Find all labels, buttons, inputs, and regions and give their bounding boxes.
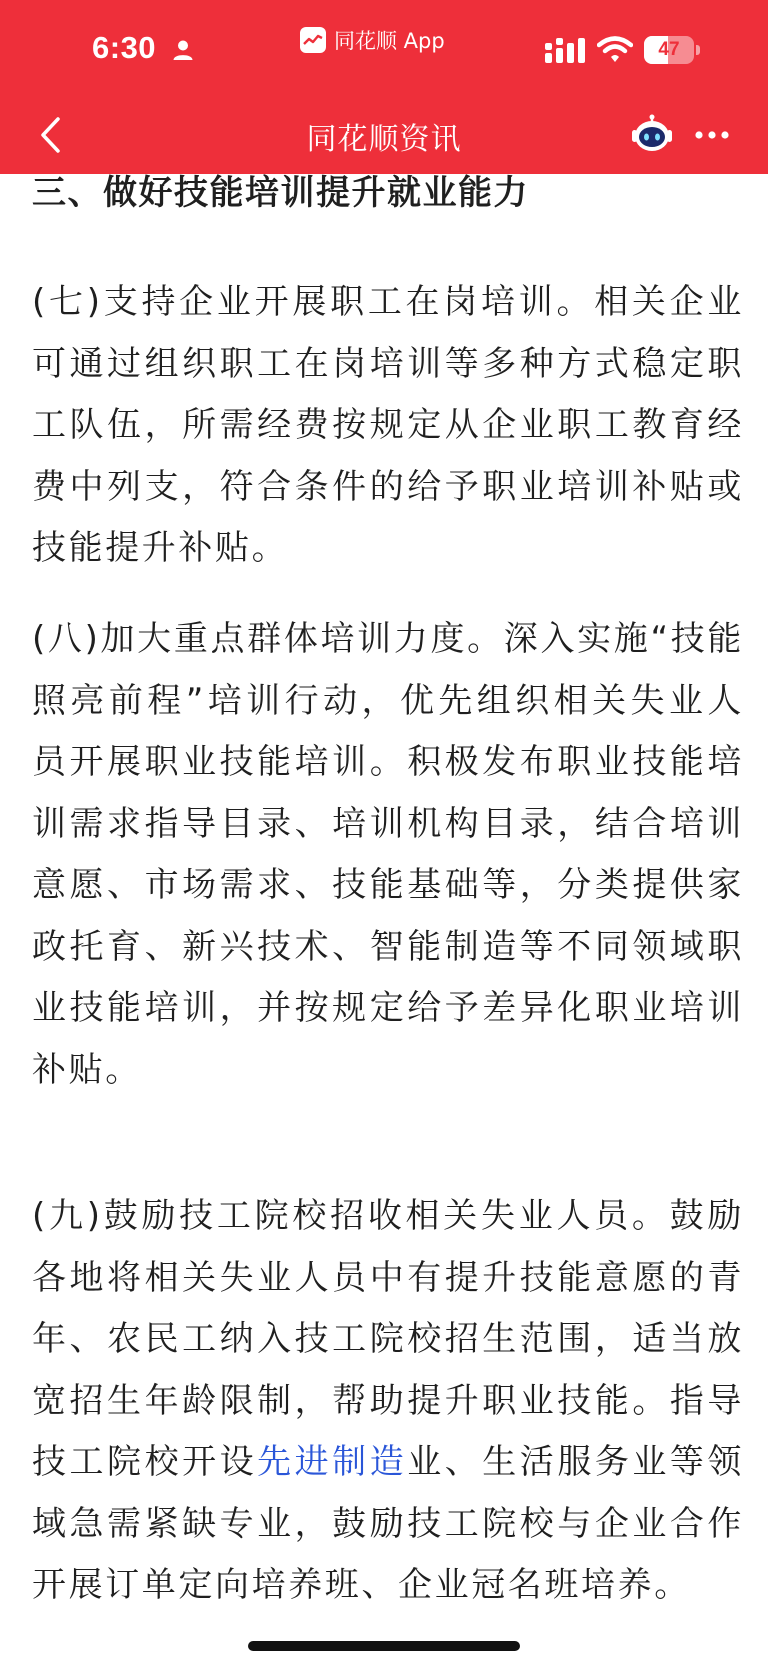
battery-level-text: 47 [658,39,680,60]
status-time: 6:30 [92,30,157,65]
app-logo-icon [300,27,326,53]
person-icon [172,39,194,61]
robot-assistant-icon[interactable] [629,114,675,154]
page-title: 同花顺资讯 [306,122,462,157]
battery-icon [644,36,700,64]
paragraph-9 [32,1186,744,1617]
article-body [0,174,768,1665]
paragraph-9-text-after: 业、生活服务业等领域急需紧缺专业，鼓励技工院校与企业合作开展订单定向培养班、企业冠名班培养。 [32,1442,745,1605]
wifi-icon [597,36,633,64]
section-heading: 三、做好技能培训提升就业能力 [32,174,529,213]
paragraph-9-text-before: (九)鼓励技工院校招收相关失业人员。鼓励各地将相关失业人员中有提升技能意愿的青年、农民工纳入技工院校招生范围，适当放宽招生年龄限制，帮助提升职业技能。指导技工院校开设 [32,1196,744,1482]
paragraph-8: (八)加大重点群体培训力度。深入实施“技能照亮前程”培训行动，优先组织相关失业人员开展职业技能培训。积极发布职业技能培训需求指导目录、培训机构目录，结合培训意愿、市场需求、技能基础等，分类提供家政托育、新兴技术、智能制造等不同领域职业技能培训，并按规定给予差异化职业培训补贴。 [32,619,744,1090]
app-name: 同花顺 App [334,29,445,53]
home-indicator[interactable] [248,1641,520,1651]
app-header [0,0,768,174]
paragraph-7: (七)支持企业开展职工在岗培训。相关企业可通过组织职工在岗培训等多种方式稳定职工队伍，所需经费按规定从企业职工教育经费中列支，符合条件的给予职业培训补贴或技能提升补贴。 [32,282,744,568]
signal-icon [544,38,586,64]
more-dots-icon [694,130,730,140]
app-source-label[interactable] [300,26,445,54]
more-button[interactable] [690,118,734,152]
stock-topic-link[interactable]: 先进制造 [257,1442,408,1482]
